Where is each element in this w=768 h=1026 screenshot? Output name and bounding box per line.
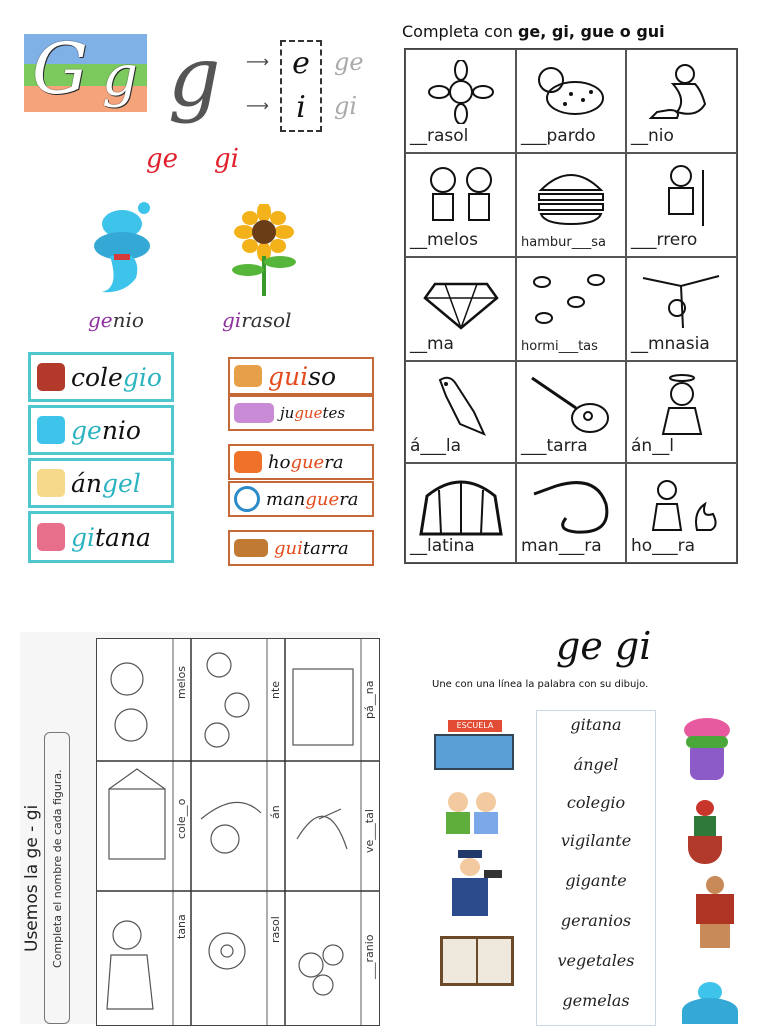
eagle-icon [426,372,496,436]
big-letter-g: g [168,30,221,125]
word-part: ra [324,451,344,473]
gymnast-icon [637,268,727,332]
word-gitana [71,523,151,552]
guitar-icon [526,372,616,436]
word-card-colegio [28,352,174,402]
cell-aguila [405,361,516,463]
cell-label: ___rrero [631,230,698,250]
scan-label-geranio: ___ranio [363,934,376,979]
cell-label: __rasol [410,126,469,146]
scanned-instruction: Completa el nombre de cada figura. [51,769,64,968]
word-gemelas[interactable]: gemelas [562,991,630,1010]
cell-leopardo [516,49,626,153]
toys-icon [234,403,274,423]
bonfire-icon [234,451,262,473]
cell-label: __mnasia [631,334,710,354]
word-juguetes [280,404,345,422]
cell-angel [626,361,737,463]
cell-label: ___tarra [521,436,588,456]
scanned-grid [96,638,380,1026]
word-genio [71,416,141,445]
word-part: ho [268,451,291,473]
genie-icon [647,60,717,124]
hose-icon [526,474,616,538]
cell-label: ___pardo [521,126,596,146]
word-part: cole [71,362,123,392]
word-gitana[interactable]: gitana [570,715,622,734]
word-vigilante[interactable]: vigilante [560,831,632,850]
giant-picture [688,876,742,948]
jelly-icon [411,474,511,538]
campfire-kid-icon [637,474,727,538]
matching-instruction: Une con una línea la palabra con su dibujo. [432,679,649,690]
arrow-right-icon: ⟶ [246,52,269,71]
word-angel[interactable]: ángel [573,755,619,774]
vowel-i: i [296,90,306,125]
worksheet-title [402,22,665,41]
stew-icon [234,365,262,387]
arrow-right-icon: ⟶ [246,96,269,115]
cell-gelatina [405,463,516,563]
word-colegio[interactable]: colegio [566,793,626,812]
angel-icon [647,372,717,436]
caption-genio-highlight: ge [88,308,113,332]
scanned-worksheet [20,632,378,1024]
scanned-grid-lines [97,639,379,1025]
word-part: tes [322,404,346,422]
scan-label-angel: án [269,805,282,819]
cell-label: __latina [410,536,475,556]
leopard-icon [531,60,611,124]
caption-girasol [222,308,291,332]
word-card-guiso [228,357,374,395]
scanned-title: Usemos la ge - gi [22,804,42,952]
word-highlight: ge [71,415,102,445]
tracing-ge: ge [334,48,364,76]
word-gigante[interactable]: gigante [565,871,627,890]
cell-label: __ma [410,334,454,354]
cell-label: á___la [410,436,462,456]
caption-genio-rest: nio [112,308,144,332]
word-highlight: gui [274,537,303,559]
word-card-hoguera [228,444,374,480]
word-part: nio [101,415,141,445]
worksheet-title-text: Completa con [402,22,518,41]
word-card-manguera [228,481,374,517]
twins-picture [444,792,504,838]
angel-icon [37,469,65,497]
word-card-gitana [28,511,174,563]
guitar-icon [234,539,268,557]
word-part: man [266,488,306,510]
letter-g-card [24,34,147,112]
school-sign: ESCUELA [448,720,502,732]
word-part: so [308,361,336,391]
worksheet-title-bold: ge, gi, gue o gui [517,22,665,41]
scan-label-vegetal: ve___tal [363,809,376,853]
genie-illustration [80,198,162,296]
gypsy-picture [688,800,722,864]
geranium-picture [682,718,732,782]
word-highlight: gi [71,522,95,552]
scan-label-nte: nte [269,680,282,699]
word-vegetales[interactable]: vegetales [557,951,635,970]
warrior-icon [647,164,717,228]
genie-picture [678,980,742,1024]
word-part: tarra [302,537,349,559]
scan-label-gitana: tana [175,914,188,939]
cell-gema [405,257,516,361]
cell-label: hambur___sa [521,235,606,250]
vowel-e: e [292,46,310,81]
twins-icon [421,164,501,228]
word-card-guitarra [228,530,374,566]
matching-title: ge gi [556,624,652,668]
scan-label-girasol: rasol [269,916,282,943]
cell-gemelos [405,153,516,257]
cell-girasol [405,49,516,153]
cell-guerrero [626,153,737,257]
word-guiso [268,362,336,391]
word-highlight: gel [102,468,141,498]
letter-g-lowercase: g [102,44,138,109]
cell-label: man___ra [521,536,602,556]
cell-hormiguitas [516,257,626,361]
scan-label-pagina: pá__na [363,680,376,719]
syllable-ge: ge [146,144,179,174]
cell-hamburguesa [516,153,626,257]
word-part: ju [280,404,295,422]
caption-genio [88,308,144,332]
vowel-box [280,40,322,132]
sunflower-icon [426,60,496,124]
cell-label: __nio [631,126,674,146]
school-icon [37,363,65,391]
guard-picture [440,850,504,916]
caption-girasol-rest: rasol [241,308,292,332]
syllable-gi: gi [214,144,239,174]
word-hoguera [268,452,344,473]
matching-word-list [536,710,656,1026]
scan-label-colegio: cole__o [175,798,188,839]
cell-genio [626,49,737,153]
cell-label: __melos [410,230,478,250]
word-part: ra [339,488,359,510]
word-geranios[interactable]: geranios [560,911,632,930]
word-angel [71,469,141,498]
word-highlight: gue [294,404,323,422]
word-guitarra [274,538,349,559]
scan-label-melos: melos [175,666,188,699]
cell-gimnasia [626,257,737,361]
gypsy-icon [37,523,65,551]
word-highlight: gue [305,488,340,510]
hose-icon [234,486,260,512]
word-card-angel [28,458,174,508]
hamburger-icon [531,164,611,228]
word-highlight: gio [122,362,162,392]
cell-label: hormi___tas [521,339,598,354]
school-picture [434,720,514,772]
ants-icon [526,268,616,332]
worksheet-grid [404,48,738,564]
cell-label: án__l [631,436,674,456]
cell-hoguera [626,463,737,563]
word-highlight: gue [290,451,325,473]
word-part: án [71,468,103,498]
book-picture [440,930,514,990]
genie-icon [37,416,65,444]
caption-girasol-highlight: gi [222,308,242,332]
word-card-juguetes [228,395,374,431]
gem-icon [421,268,501,332]
word-highlight: gui [268,361,309,391]
tracing-gi: gi [334,92,358,120]
cell-guitarra [516,361,626,463]
letter-G-uppercase: G [32,34,88,110]
word-part: tana [95,522,151,552]
word-manguera [266,489,359,510]
word-colegio [71,363,162,392]
word-card-genio [28,405,174,455]
cell-manguera [516,463,626,563]
cell-label: ho___ra [631,536,696,556]
sunflower-illustration [226,204,302,298]
